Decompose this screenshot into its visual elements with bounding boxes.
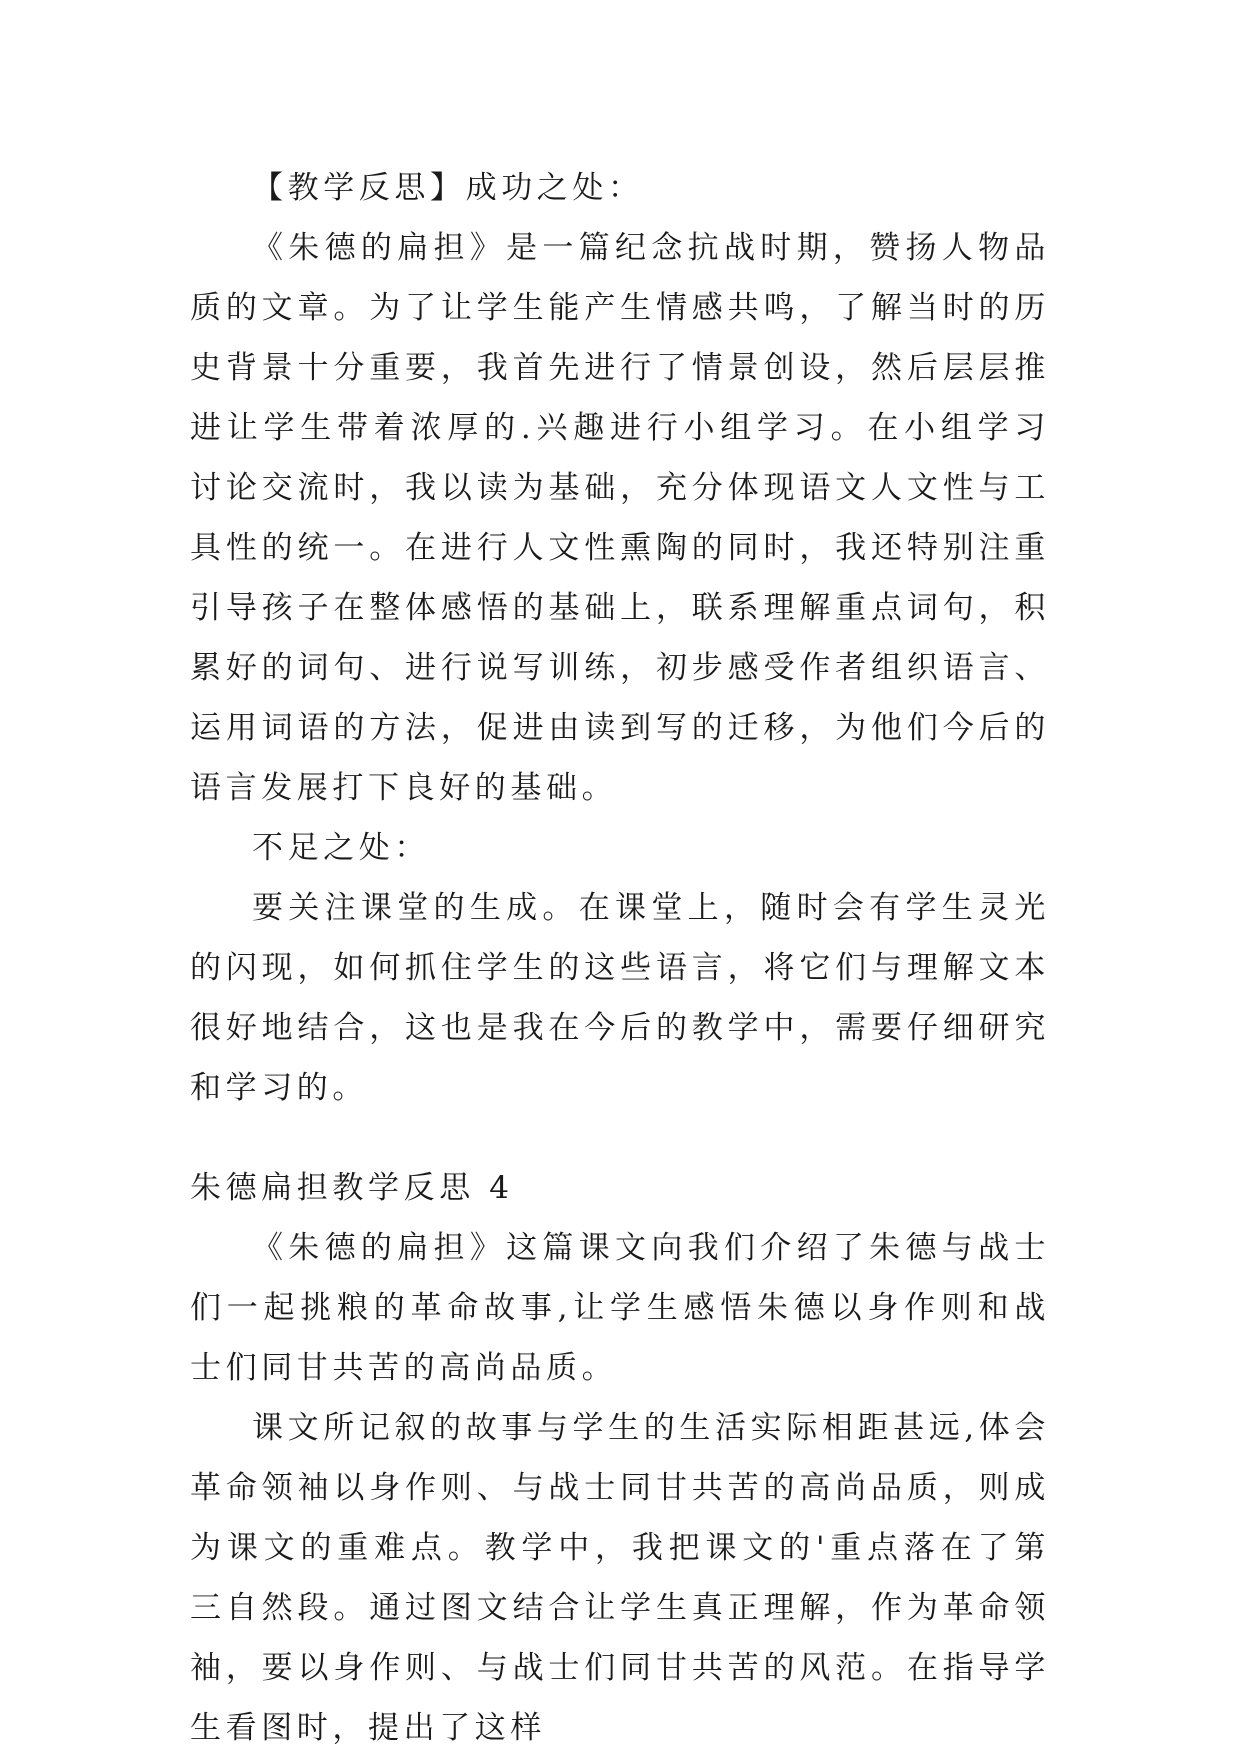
reflection-title: 【教学反思】成功之处： [252,170,644,206]
paragraph: 《朱德的扁担》是一篇纪念抗战时期，赞扬人物品质的文章。为了让学生能产生情感共鸣，了解当时的历史背景十分重要，我首先进行了情景创设，然后层层推进让学生带着浓厚的.兴趣进行小组学习。在小组学习讨论交流时，我以读为基础，充分体现语文人文性与工具性的统一。在进行人文性熏陶的同时，我还特别注重引导孩子在整体感悟的基础上，联系理解重点词句，积累好的词句、进行说写训练，初步感受作者组织语言、运用词语的方法，促进由读到写的迁移，为他们今后的语言发展打下良好的基础。 [190,230,1050,806]
paragraph: 要关注课堂的生成。在课堂上，随时会有学生灵光的闪现，如何抓住学生的这些语言，将它们与理解文本很好地结合，这也是我在今后的教学中，需要仔细研究和学习的。 [190,890,1050,1106]
document-body [190,158,1050,1758]
shortcomings-title: 不足之处： [252,830,430,866]
paragraph: 《朱德的扁担》这篇课文向我们介绍了朱德与战士们一起挑粮的革命故事,让学生感悟朱德以身作则和战士们同甘共苦的高尚品质。 [190,1230,1050,1386]
paragraph: 课文所记叙的故事与学生的生活实际相距甚远,体会革命领袖以身作则、与战士同甘共苦的高尚品质，则成为课文的重难点。教学中，我把课文的'重点落在了第三自然段。通过图文结合让学生真正理解，作为革命领袖，要以身作则、与战士们同甘共苦的风范。在指导学生看图时，提出了这样 [190,1410,1050,1746]
section-heading: 朱德扁担教学反思 4 [190,1170,514,1206]
